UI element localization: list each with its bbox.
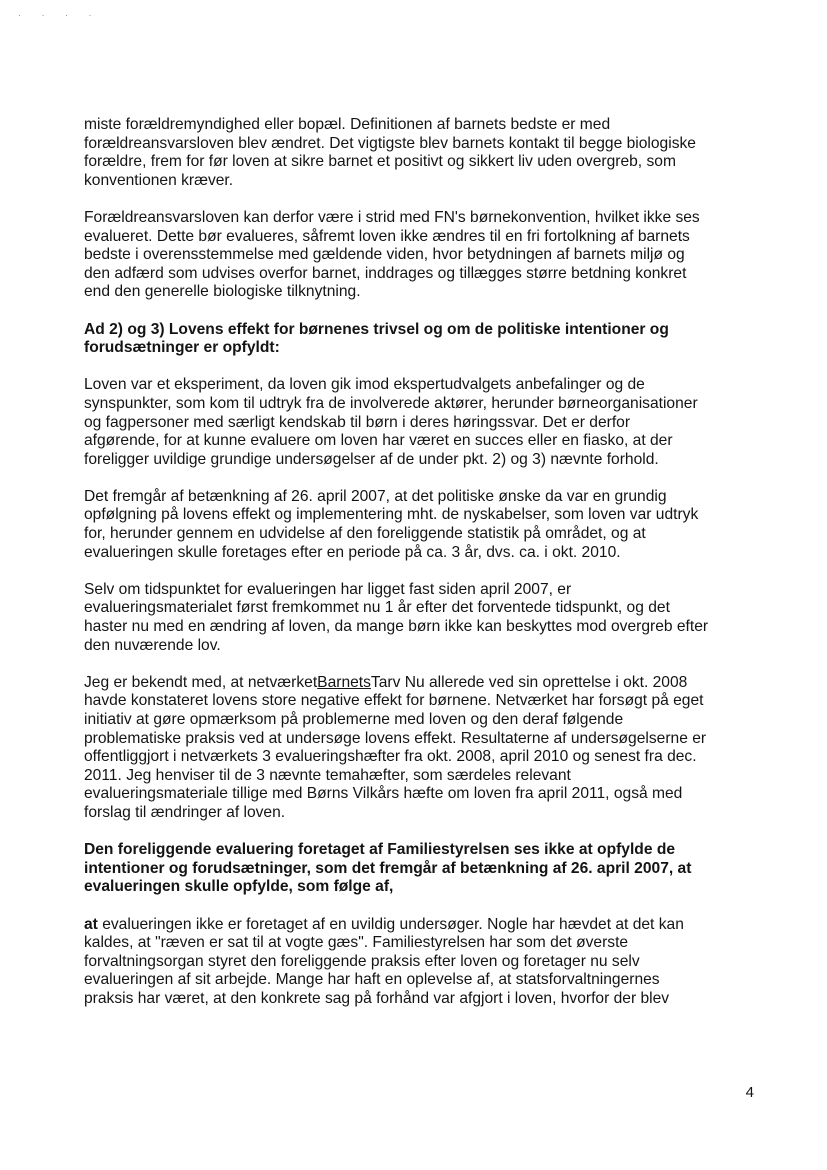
- text-line: opfølgning på lovens effekt og implementering mht. de nyskabelser, som loven var udtryk: [84, 506, 699, 524]
- heading-line: Den foreliggende evaluering foretaget af Familiestyrelsen ses ikke at opfylde de: [84, 841, 676, 859]
- page-number: 4: [745, 1084, 754, 1101]
- heading-line: Ad 2) og 3) Lovens effekt for børnenes trivsel og om de politiske intentioner og: [84, 320, 669, 338]
- heading-line: intentioner og forudsætninger, som det fremgår af betænkning af 26. april 2007, at: [84, 859, 692, 877]
- paragraph-experiment: [84, 376, 756, 469]
- heading-line: evalueringen skulle opfylde, som følge af,: [84, 878, 394, 896]
- paragraph-network: [84, 674, 756, 823]
- text-line: initiativ at gøre opmærksom på problemerne med loven og den deraf følgende: [84, 711, 624, 728]
- text-line: synspunkter, som kom til udtryk fra de involverede aktører, herunder børneorganisationer: [84, 394, 698, 412]
- paragraph-report-2007: [84, 488, 756, 562]
- text-segment: Jeg er bekendt med, at netværket: [84, 673, 318, 691]
- paragraph-evaluation-timing: [84, 581, 756, 655]
- text-line: forældreansvarsloven blev ændret. Det vigtigste blev barnets kontakt til begge biologiske: [84, 134, 696, 152]
- text-line: forældre, frem for før loven at sikre barnet et positivt og sikkert liv uden overgreb, som: [84, 153, 676, 171]
- text-line: praksis har været, at den konkrete sag på forhånd var afgjort i loven, hvorfor der blev: [84, 989, 670, 1007]
- text-line: foreligger uvildige grundige undersøgelser af de under pkt. 2) og 3) nævnte forhold.: [84, 450, 659, 468]
- text-line: forslag til ændringer af loven.: [84, 803, 286, 821]
- text-line: Forældreansvarsloven kan derfor være i strid med FN's børnekonvention, hvilket ikke ses: [84, 208, 700, 226]
- text-line: [84, 916, 756, 935]
- text-line: evalueringsmateriale tillige med Børns Vilkårs hæfte om loven fra april 2011, også med: [84, 785, 683, 803]
- text-line: [84, 674, 756, 693]
- section-heading-evaluation: [84, 841, 756, 897]
- text-line: og fagpersoner med særligt kendskab til børn i deres høringssvar. Det er derfor: [84, 413, 631, 431]
- text-line: den nuværende lov.: [84, 636, 221, 654]
- text-line: evalueringen skulle foretages efter en periode på ca. 3 år, dvs. ca. i okt. 2010.: [84, 543, 621, 561]
- barnets-link[interactable]: Barnets: [317, 673, 371, 691]
- text-line: bedste i overensstemmelse med gældende viden, hvor betydningen af barnets miljø og: [84, 246, 685, 264]
- document-body: [84, 116, 756, 1027]
- paragraph-un-convention: [84, 209, 756, 302]
- text-line: for, herunder gennem en udvidelse af den foreliggende statistik på området, og at: [84, 525, 646, 543]
- text-line: offentliggjort i netværkets 3 evalueringshæfter fra okt. 2008, april 2010 og senest fra dec.: [84, 748, 697, 766]
- section-heading-law-effect: [84, 321, 756, 358]
- text-line: Selv om tidspunktet for evalueringen har ligget fast siden april 2007, er: [84, 580, 572, 598]
- text-line: 2011. Jeg henviser til de 3 nævnte temahæfter, som særdeles relevant: [84, 766, 571, 784]
- paragraph-custody-definition: [84, 116, 756, 190]
- text-line: evalueringen af sit arbejde. Mange har haft en oplevelse af, at statsforvaltningernes: [84, 971, 660, 989]
- text-line: Loven var et eksperiment, da loven gik imod ekspertudvalgets anbefalinger og de: [84, 376, 645, 394]
- text-line: evalueret. Dette bør evalueres, såfremt loven ikke ændres til en fri fortolkning af barnets: [84, 227, 690, 245]
- text-line: evalueringsmaterialet først fremkommet nu 1 år efter det forventede tidspunkt, og det: [84, 599, 670, 617]
- text-line: kaldes, at "ræven er sat til at vogte gæs". Familiestyrelsen har som det øverste: [84, 934, 629, 952]
- text-segment: evalueringen ikke er foretaget af en uvildig undersøger. Nogle har hævdet at det kan: [97, 915, 684, 933]
- paragraph-impartiality: [84, 916, 756, 1009]
- text-line: den adfærd som udvises overfor barnet, inddrages og tillægges større betdning konkret: [84, 264, 687, 282]
- text-line: forvaltningsorgan styret den foreliggende praksis efter loven og foretager nu selv: [84, 952, 640, 970]
- text-line: afgørende, for at kunne evaluere om loven har været en succes eller en fiasko, at der: [84, 432, 673, 450]
- text-line: Det fremgår af betænkning af 26. april 2007, at det politiske ønske da var en grundig: [84, 487, 667, 505]
- lead-word: at: [84, 915, 98, 933]
- text-line: konventionen kræver.: [84, 171, 234, 189]
- text-line: end den generelle biologiske tilknytning.: [84, 283, 361, 301]
- text-line: miste forældremyndighed eller bopæl. Definitionen af barnets bedste er med: [84, 116, 611, 133]
- scan-marks: · · · ·: [18, 10, 101, 20]
- text-line: haster nu med en ændring af loven, da mange børn ikke kan beskyttes mod overgreb efter: [84, 618, 709, 636]
- text-line: problematiske praksis ved at undersøge lovens effekt. Resultaterne af undersøgelserne er: [84, 729, 707, 747]
- text-line: havde konstateret lovens store negative effekt for børnene. Netværket har forsøgt på eget: [84, 692, 704, 710]
- text-segment: Tarv Nu allerede ved sin oprettelse i okt. 2008: [370, 673, 688, 691]
- heading-line: forudsætninger er opfyldt:: [84, 339, 280, 357]
